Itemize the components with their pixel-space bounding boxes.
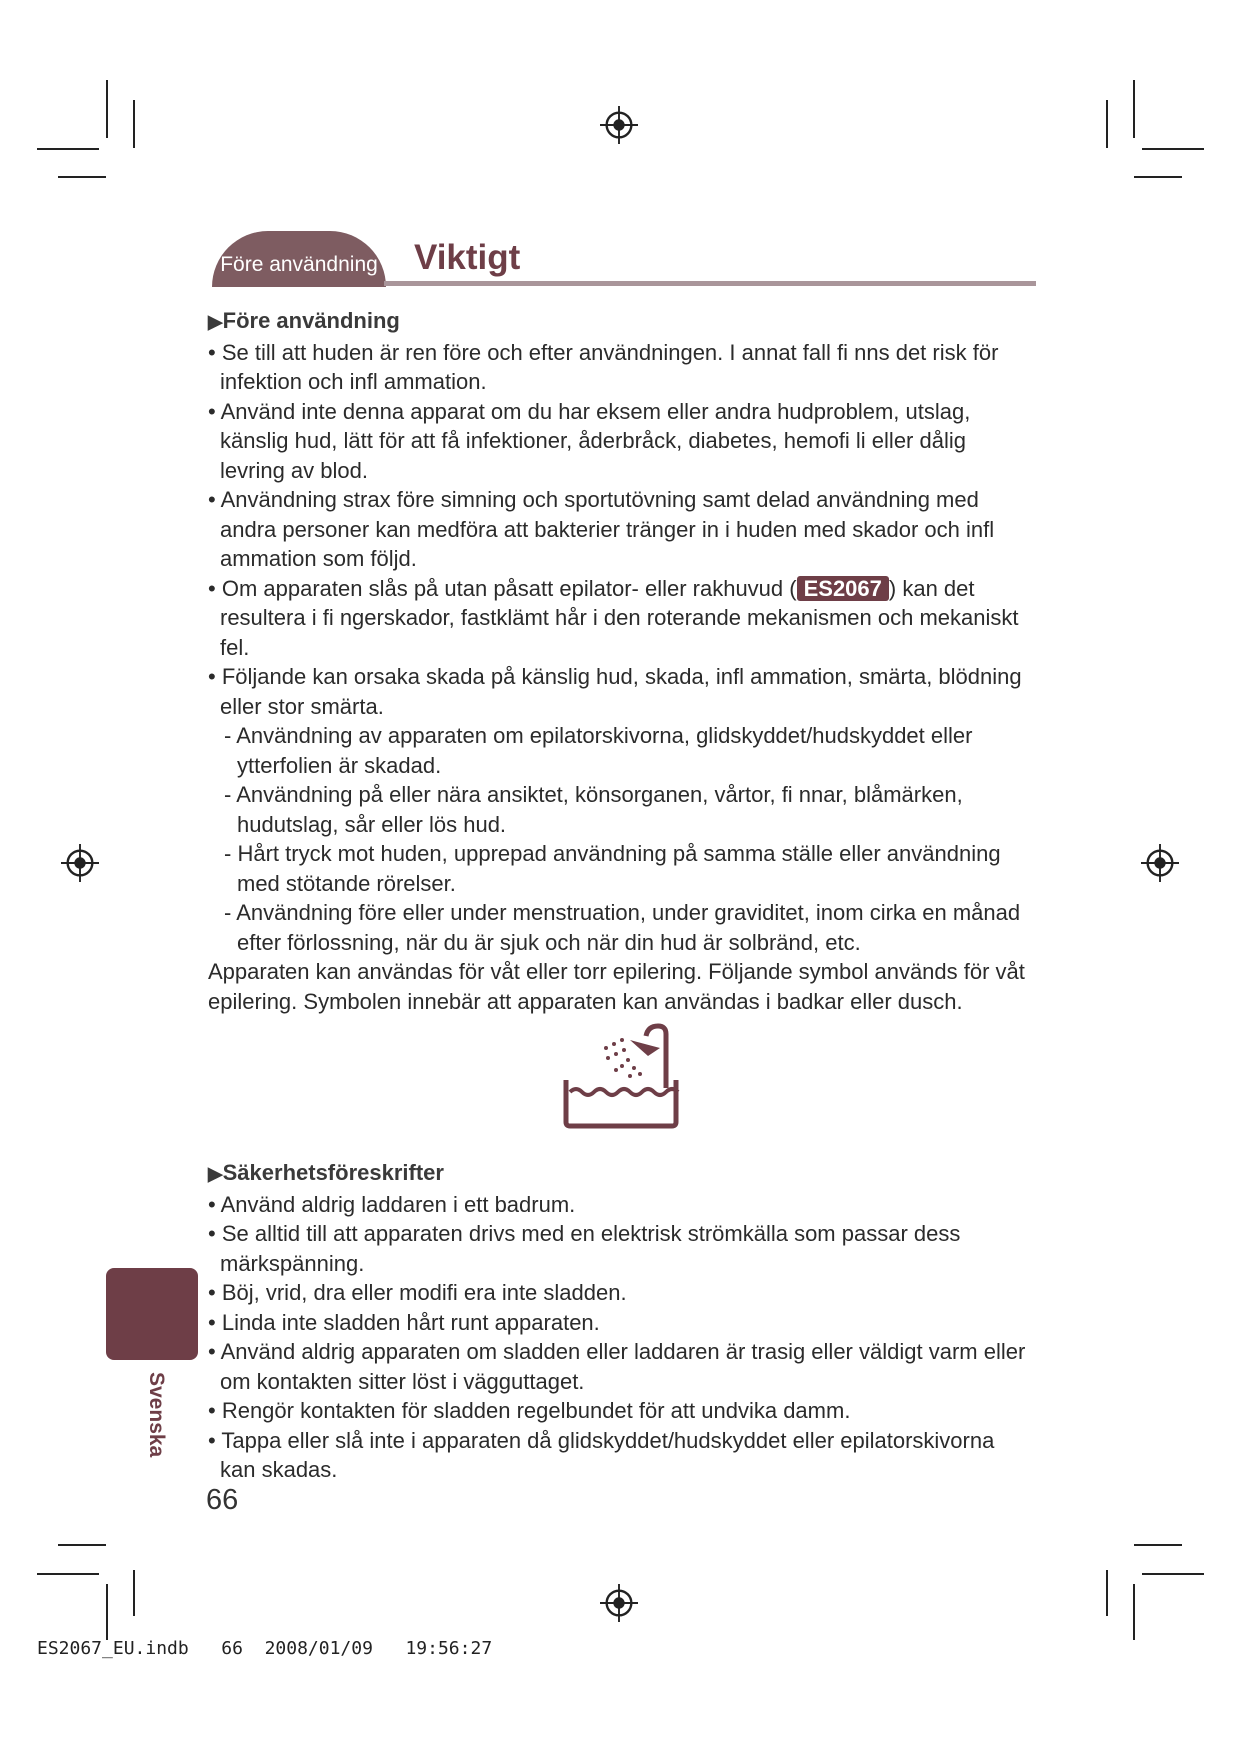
section-tab: Före användning bbox=[212, 231, 386, 287]
registration-mark-icon bbox=[61, 844, 99, 882]
list-item: • Om apparaten slås på utan påsatt epilator- eller rakhuvud ( ES2067 ) kan det resultera i fi ngerskador, fastklämt hår i den roterande mekanismen och mekaniskt fel. bbox=[208, 575, 1019, 660]
crop-mark bbox=[37, 1573, 99, 1575]
crop-mark bbox=[1142, 148, 1204, 150]
crop-mark bbox=[1133, 80, 1135, 138]
crop-mark bbox=[58, 1544, 106, 1546]
sub-list-item: - Användning på eller nära ansiktet, könsorganen, vårtor, fi nnar, blåmärken, hudutslag, sår eller lös hud. bbox=[224, 782, 963, 837]
page-title: Viktigt bbox=[414, 238, 521, 277]
sub-list-item: - Hårt tryck mot huden, upprepad användning på samma ställe eller användning med stötande rörelser. bbox=[224, 841, 1001, 896]
crop-mark bbox=[1134, 1544, 1182, 1546]
language-tab bbox=[106, 1268, 198, 1360]
list-item: • Använd inte denna apparat om du har eksem eller andra hudproblem, utslag, känslig hud, lätt för att få infektioner, åderbråck, diabetes, hemofi li eller dålig levring av blod. bbox=[208, 398, 971, 483]
title-rule bbox=[384, 281, 1036, 286]
crop-mark bbox=[106, 80, 108, 138]
list-item: • Se alltid till att apparaten drivs med en elektrisk strömkälla som passar dess märkspänning. bbox=[208, 1221, 961, 1276]
registration-mark-icon bbox=[600, 1584, 638, 1622]
list-item: • Använd aldrig laddaren i ett badrum. bbox=[208, 1191, 576, 1217]
list-item: • Användning strax före simning och sportutövning samt delad användning med andra personer kan medföra att bakterier tränger in i huden med skador och infl ammation som följd. bbox=[208, 487, 995, 571]
page-number: 66 bbox=[206, 1484, 239, 1516]
list-item: • Rengör kontakten för sladden regelbundet för att undvika damm. bbox=[208, 1398, 851, 1423]
list-item: • Linda inte sladden hårt runt apparaten. bbox=[208, 1309, 600, 1335]
list-item: • Använd aldrig apparaten om sladden eller laddaren är trasig eller väldigt varm eller om kontakten sitter löst i vägguttaget. bbox=[208, 1339, 1026, 1394]
crop-mark bbox=[133, 1570, 135, 1616]
model-badge: ES2067 bbox=[797, 576, 889, 601]
crop-mark bbox=[1142, 1573, 1204, 1575]
content bbox=[208, 306, 1034, 1485]
shower-bath-icon bbox=[560, 1022, 682, 1130]
list-item: • Böj, vrid, dra eller modifi era inte sladden. bbox=[208, 1280, 627, 1305]
language-label: Svenska bbox=[145, 1372, 168, 1458]
crop-mark bbox=[106, 1584, 108, 1640]
triangle-right-icon: ▶ bbox=[208, 1164, 223, 1185]
print-info: ES2067_EU.indb 66 2008/01/09 19:56:27 bbox=[37, 1638, 493, 1659]
crop-mark bbox=[58, 176, 106, 178]
list-item: • Tappa eller slå inte i apparaten då glidskyddet/hudskyddet eller epilatorskivorna kan skadas. bbox=[208, 1427, 995, 1482]
crop-mark bbox=[1133, 1584, 1135, 1640]
crop-mark bbox=[1134, 176, 1182, 178]
section-heading: ▶Före användning bbox=[208, 308, 400, 333]
registration-mark-icon bbox=[1141, 844, 1179, 882]
crop-mark bbox=[1106, 100, 1108, 148]
crop-mark bbox=[37, 148, 99, 150]
triangle-right-icon: ▶ bbox=[208, 312, 223, 333]
registration-mark-icon bbox=[600, 106, 638, 144]
sub-list-item: - Användning av apparaten om epilatorskivorna, glidskyddet/hudskyddet eller ytterfolien är skadad. bbox=[224, 723, 973, 778]
sub-list-item: - Användning före eller under menstruation, under graviditet, inom cirka en månad efter förlossning, när du är sjuk och när din hud är solbränd, etc. bbox=[224, 900, 1021, 955]
paragraph: Apparaten kan användas för våt eller torr epilering. Följande symbol används för våt epilering. Symbolen innebär att apparaten kan användas i badkar eller dusch. bbox=[208, 959, 1025, 1014]
crop-mark bbox=[1106, 1570, 1108, 1616]
crop-mark bbox=[133, 100, 135, 148]
list-item: • Följande kan orsaka skada på känslig hud, skada, infl ammation, smärta, blödning eller stor smärta. bbox=[208, 664, 1022, 719]
list-item: • Se till att huden är ren före och efter användningen. I annat fall fi nns det risk för infektion och infl ammation. bbox=[208, 339, 999, 394]
section-heading: ▶Säkerhetsföreskrifter bbox=[208, 1160, 444, 1185]
